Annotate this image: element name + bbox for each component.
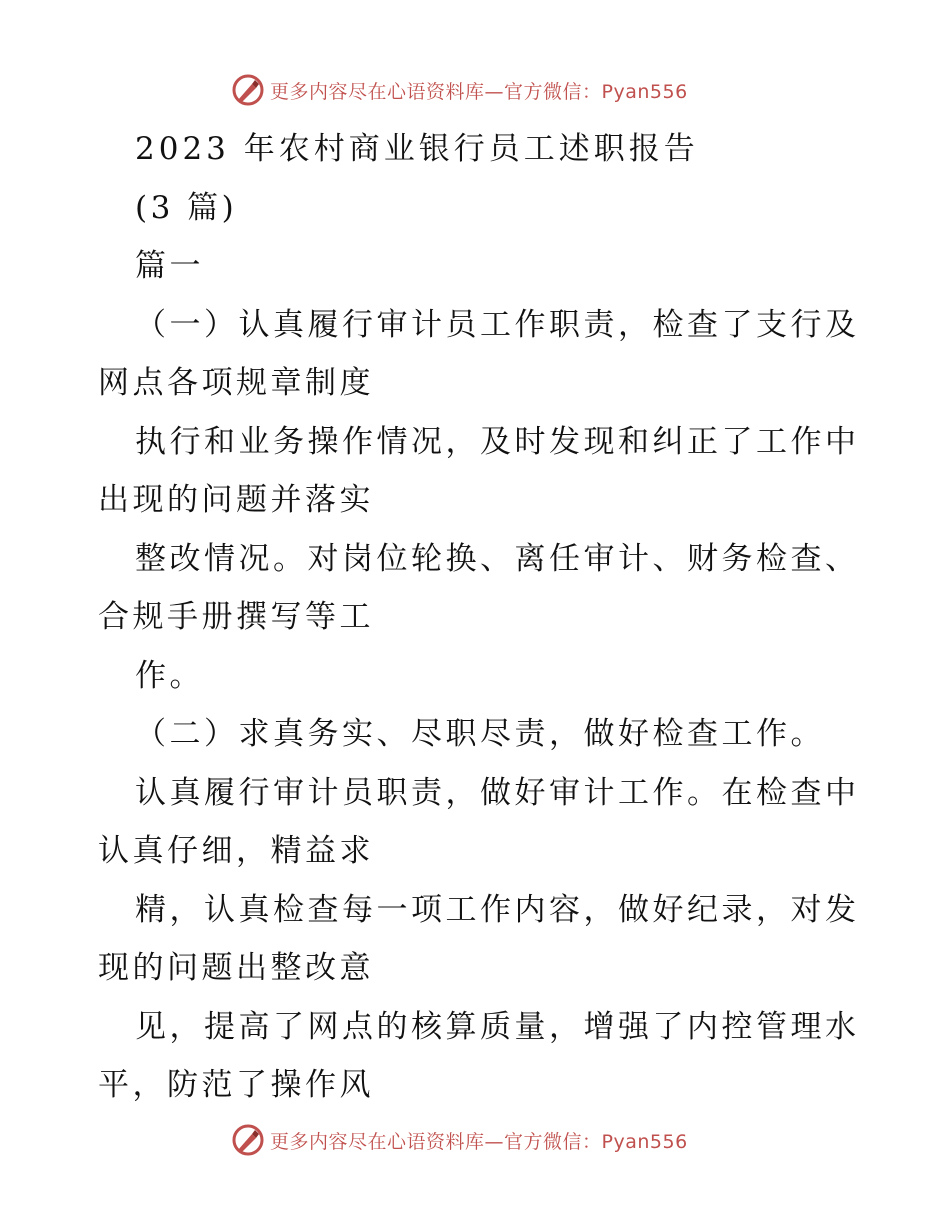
- body-line: 网点各项规章制度: [98, 365, 374, 401]
- body-line: （二）求真务实、尽职尽责，做好检查工作。: [135, 716, 825, 752]
- body-line: 出现的问题并落实: [98, 482, 374, 518]
- document-body: [98, 120, 858, 1115]
- body-line: 认真仔细，精益求: [98, 833, 374, 869]
- document-title: 2023 年农村商业银行员工述职报告: [135, 131, 699, 167]
- body-line: 作。: [135, 657, 204, 694]
- body-line: 整改情况。对岗位轮换、离任审计、财务检查、: [135, 540, 860, 577]
- body-line: 见，提高了网点的核算质量，增强了内控管理水: [135, 1008, 860, 1045]
- watermark-header: [232, 72, 688, 108]
- pen-logo-icon: [232, 1124, 264, 1156]
- watermark-footer: [232, 1122, 688, 1158]
- body-line: 现的问题出整改意: [98, 950, 374, 986]
- body-line: 合规手册撰写等工: [98, 599, 374, 635]
- body-line: （一）认真履行审计员工作职责，检查了支行及: [135, 306, 860, 343]
- section-heading: 篇一: [135, 248, 204, 284]
- document-subtitle: (3 篇): [135, 189, 238, 226]
- watermark-text: 更多内容尽在心语资料库—官方微信：Pyan556: [270, 1130, 688, 1153]
- body-line: 认真履行审计员职责，做好审计工作。在检查中: [135, 774, 860, 811]
- body-line: 执行和业务操作情况，及时发现和纠正了工作中: [135, 423, 860, 460]
- pen-logo-icon: [232, 74, 264, 106]
- body-line: 精，认真检查每一项工作内容，做好纪录，对发: [135, 891, 860, 928]
- body-line: 平，防范了操作风: [98, 1067, 374, 1103]
- watermark-text: 更多内容尽在心语资料库—官方微信：Pyan556: [270, 80, 688, 103]
